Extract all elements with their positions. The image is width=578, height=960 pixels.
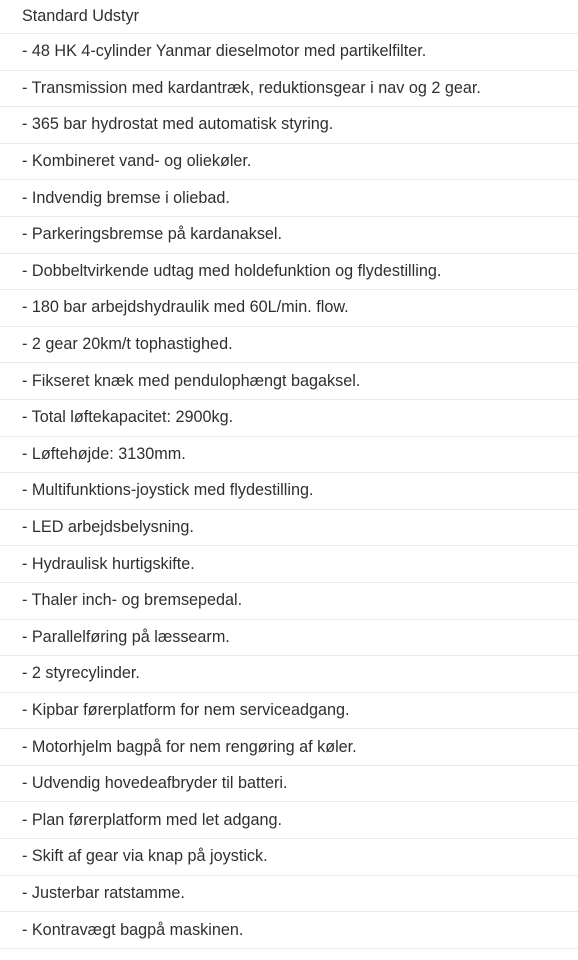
spec-heading	[0, 0, 578, 34]
list-item	[0, 839, 578, 876]
list-item-text: - Motorhjelm bagpå for nem rengøring af køler.	[22, 737, 357, 756]
list-item-text: - Hydraulisk hurtigskifte.	[22, 554, 195, 573]
list-item-text: - LED arbejdsbelysning.	[22, 518, 194, 537]
list-item	[0, 912, 578, 949]
list-item	[0, 766, 578, 803]
list-item-text: - Kombineret vand- og oliekøler.	[22, 152, 252, 171]
list-item	[0, 217, 578, 254]
list-item	[0, 34, 578, 71]
list-item	[0, 802, 578, 839]
list-item-text: - Justerbar ratstamme.	[22, 883, 185, 902]
list-item	[0, 876, 578, 913]
list-item	[0, 254, 578, 291]
list-item	[0, 290, 578, 327]
list-item	[0, 510, 578, 547]
list-item	[0, 107, 578, 144]
list-item-text: - Total løftekapacitet: 2900kg.	[22, 408, 234, 427]
list-item	[0, 729, 578, 766]
list-item	[0, 546, 578, 583]
list-item	[0, 473, 578, 510]
list-item-text: - 48 HK 4-cylinder Yanmar dieselmotor med partikelfilter.	[22, 42, 427, 61]
list-item-text: - 365 bar hydrostat med automatisk styring.	[22, 115, 334, 134]
list-item-text: - Plan førerplatform med let adgang.	[22, 810, 283, 829]
list-item	[0, 693, 578, 730]
list-item-text: - 2 gear 20km/t tophastighed.	[22, 335, 233, 354]
list-item-text: - Udvendig hovedeafbryder til batteri.	[22, 774, 288, 793]
list-item-text: - Transmission med kardantræk, reduktionsgear i nav og 2 gear.	[22, 78, 481, 97]
list-item-text: - Kontravægt bagpå maskinen.	[22, 920, 244, 939]
list-item	[0, 400, 578, 437]
list-item	[0, 180, 578, 217]
spec-heading-text: Standard Udstyr	[22, 7, 139, 25]
list-item	[0, 71, 578, 108]
list-item-text: - Multifunktions-joystick med flydestilling.	[22, 481, 314, 500]
list-item	[0, 620, 578, 657]
list-item-text: - Fikseret knæk med pendulophængt bagaksel.	[22, 371, 361, 390]
spec-items	[0, 34, 578, 949]
list-item-text: - Dobbeltvirkende udtag med holdefunktion og flydestilling.	[22, 261, 442, 280]
list-item-text: - Indvendig bremse i oliebad.	[22, 188, 230, 207]
list-item-text: - Thaler inch- og bremsepedal.	[22, 591, 243, 610]
list-item-text: - Parkeringsbremse på kardanaksel.	[22, 225, 283, 244]
list-item-text: - Parallelføring på læssearm.	[22, 627, 230, 646]
list-item	[0, 583, 578, 620]
list-item-text: - Skift af gear via knap på joystick.	[22, 847, 268, 866]
list-item	[0, 363, 578, 400]
list-item-text: - Løftehøjde: 3130mm.	[22, 444, 186, 463]
list-item	[0, 437, 578, 474]
list-item	[0, 327, 578, 364]
list-item-text: - Kipbar førerplatform for nem serviceadgang.	[22, 700, 350, 719]
list-item	[0, 656, 578, 693]
list-item-text: - 2 styrecylinder.	[22, 664, 140, 683]
list-item-text: - 180 bar arbejdshydraulik med 60L/min. flow.	[22, 298, 349, 317]
list-item	[0, 144, 578, 181]
